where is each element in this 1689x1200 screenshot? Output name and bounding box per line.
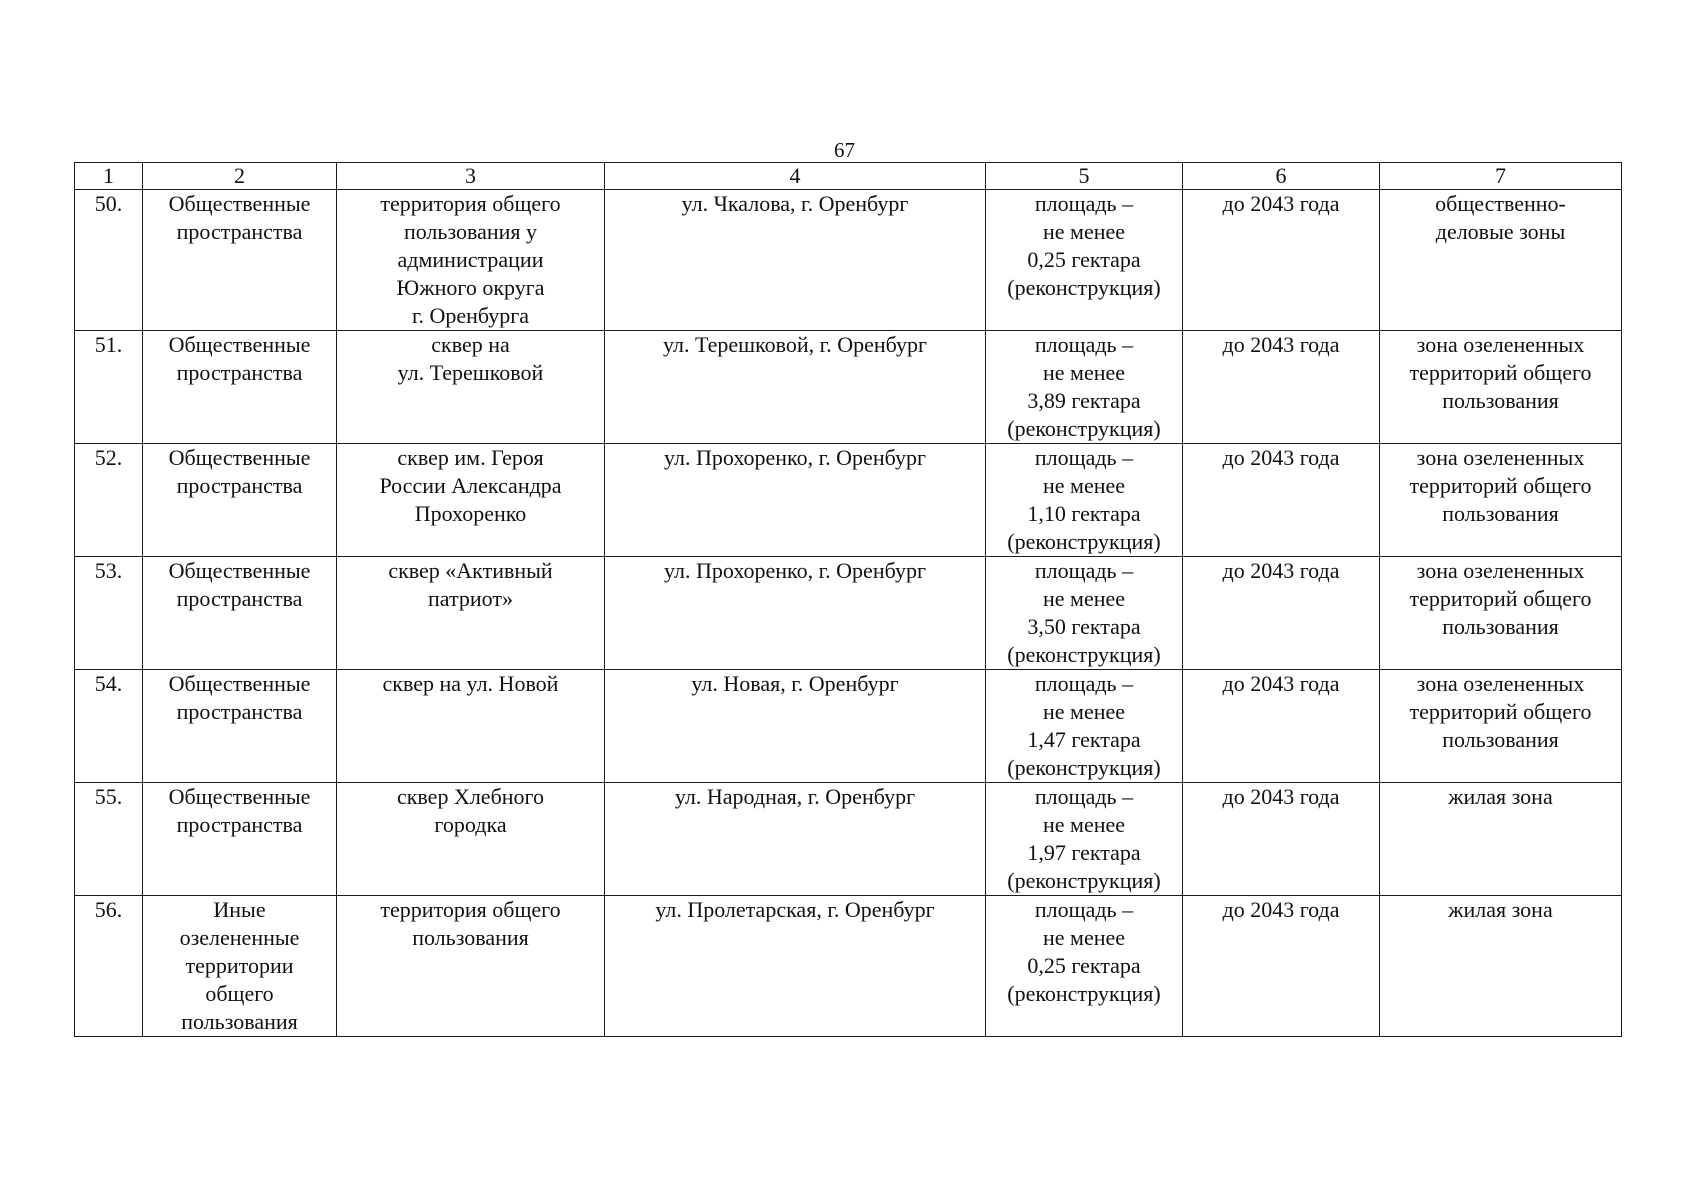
- object-deadline: до 2043 года: [1183, 331, 1380, 444]
- column-number: 1: [75, 163, 143, 190]
- object-deadline: до 2043 года: [1183, 783, 1380, 896]
- object-type: Общественные пространства: [143, 670, 337, 783]
- object-name: территория общего пользования у администрации Южного округа г. Оренбурга: [337, 190, 605, 331]
- table-row: [75, 783, 1622, 896]
- column-number: 4: [605, 163, 986, 190]
- object-characteristics: площадь – не менее 0,25 гектара (реконструкция): [986, 896, 1183, 1037]
- object-type: Общественные пространства: [143, 331, 337, 444]
- column-number: 3: [337, 163, 605, 190]
- column-number: 5: [986, 163, 1183, 190]
- object-type: Общественные пространства: [143, 557, 337, 670]
- object-name: сквер им. Героя России Александра Прохоренко: [337, 444, 605, 557]
- object-location: ул. Пролетарская, г. Оренбург: [605, 896, 986, 1037]
- object-location: ул. Прохоренко, г. Оренбург: [605, 444, 986, 557]
- table-row: [75, 670, 1622, 783]
- object-location: ул. Новая, г. Оренбург: [605, 670, 986, 783]
- row-number: 51.: [75, 331, 143, 444]
- object-type: Общественные пространства: [143, 783, 337, 896]
- row-number: 55.: [75, 783, 143, 896]
- page-number: 67: [834, 138, 855, 162]
- object-characteristics: площадь – не менее 1,47 гектара (реконструкция): [986, 670, 1183, 783]
- column-number: 2: [143, 163, 337, 190]
- object-type: Общественные пространства: [143, 190, 337, 331]
- column-numbers-row: [75, 163, 1622, 190]
- table-row: [75, 444, 1622, 557]
- object-zone: жилая зона: [1380, 896, 1622, 1037]
- object-characteristics: площадь – не менее 0,25 гектара (реконструкция): [986, 190, 1183, 331]
- object-zone: общественно- деловые зоны: [1380, 190, 1622, 331]
- object-location: ул. Чкалова, г. Оренбург: [605, 190, 986, 331]
- object-name: сквер на ул. Терешковой: [337, 331, 605, 444]
- object-name: территория общего пользования: [337, 896, 605, 1037]
- object-deadline: до 2043 года: [1183, 896, 1380, 1037]
- object-deadline: до 2043 года: [1183, 444, 1380, 557]
- row-number: 56.: [75, 896, 143, 1037]
- object-location: ул. Терешковой, г. Оренбург: [605, 331, 986, 444]
- table-row: [75, 557, 1622, 670]
- object-zone: зона озелененных территорий общего пользования: [1380, 331, 1622, 444]
- object-characteristics: площадь – не менее 1,97 гектара (реконструкция): [986, 783, 1183, 896]
- object-location: ул. Прохоренко, г. Оренбург: [605, 557, 986, 670]
- table-row: [75, 896, 1622, 1037]
- object-deadline: до 2043 года: [1183, 190, 1380, 331]
- object-name: сквер на ул. Новой: [337, 670, 605, 783]
- object-location: ул. Народная, г. Оренбург: [605, 783, 986, 896]
- object-characteristics: площадь – не менее 3,89 гектара (реконструкция): [986, 331, 1183, 444]
- table-row: [75, 331, 1622, 444]
- row-number: 52.: [75, 444, 143, 557]
- object-zone: зона озелененных территорий общего пользования: [1380, 670, 1622, 783]
- object-zone: зона озелененных территорий общего пользования: [1380, 557, 1622, 670]
- object-name: сквер Хлебного городка: [337, 783, 605, 896]
- objects-table: [74, 162, 1622, 1037]
- object-characteristics: площадь – не менее 1,10 гектара (реконструкция): [986, 444, 1183, 557]
- column-number: 6: [1183, 163, 1380, 190]
- table-row: [75, 190, 1622, 331]
- object-type: Иные озелененные территории общего пользования: [143, 896, 337, 1037]
- object-characteristics: площадь – не менее 3,50 гектара (реконструкция): [986, 557, 1183, 670]
- object-zone: зона озелененных территорий общего пользования: [1380, 444, 1622, 557]
- object-type: Общественные пространства: [143, 444, 337, 557]
- object-deadline: до 2043 года: [1183, 670, 1380, 783]
- object-zone: жилая зона: [1380, 783, 1622, 896]
- row-number: 50.: [75, 190, 143, 331]
- object-name: сквер «Активный патриот»: [337, 557, 605, 670]
- row-number: 53.: [75, 557, 143, 670]
- column-number: 7: [1380, 163, 1622, 190]
- object-deadline: до 2043 года: [1183, 557, 1380, 670]
- row-number: 54.: [75, 670, 143, 783]
